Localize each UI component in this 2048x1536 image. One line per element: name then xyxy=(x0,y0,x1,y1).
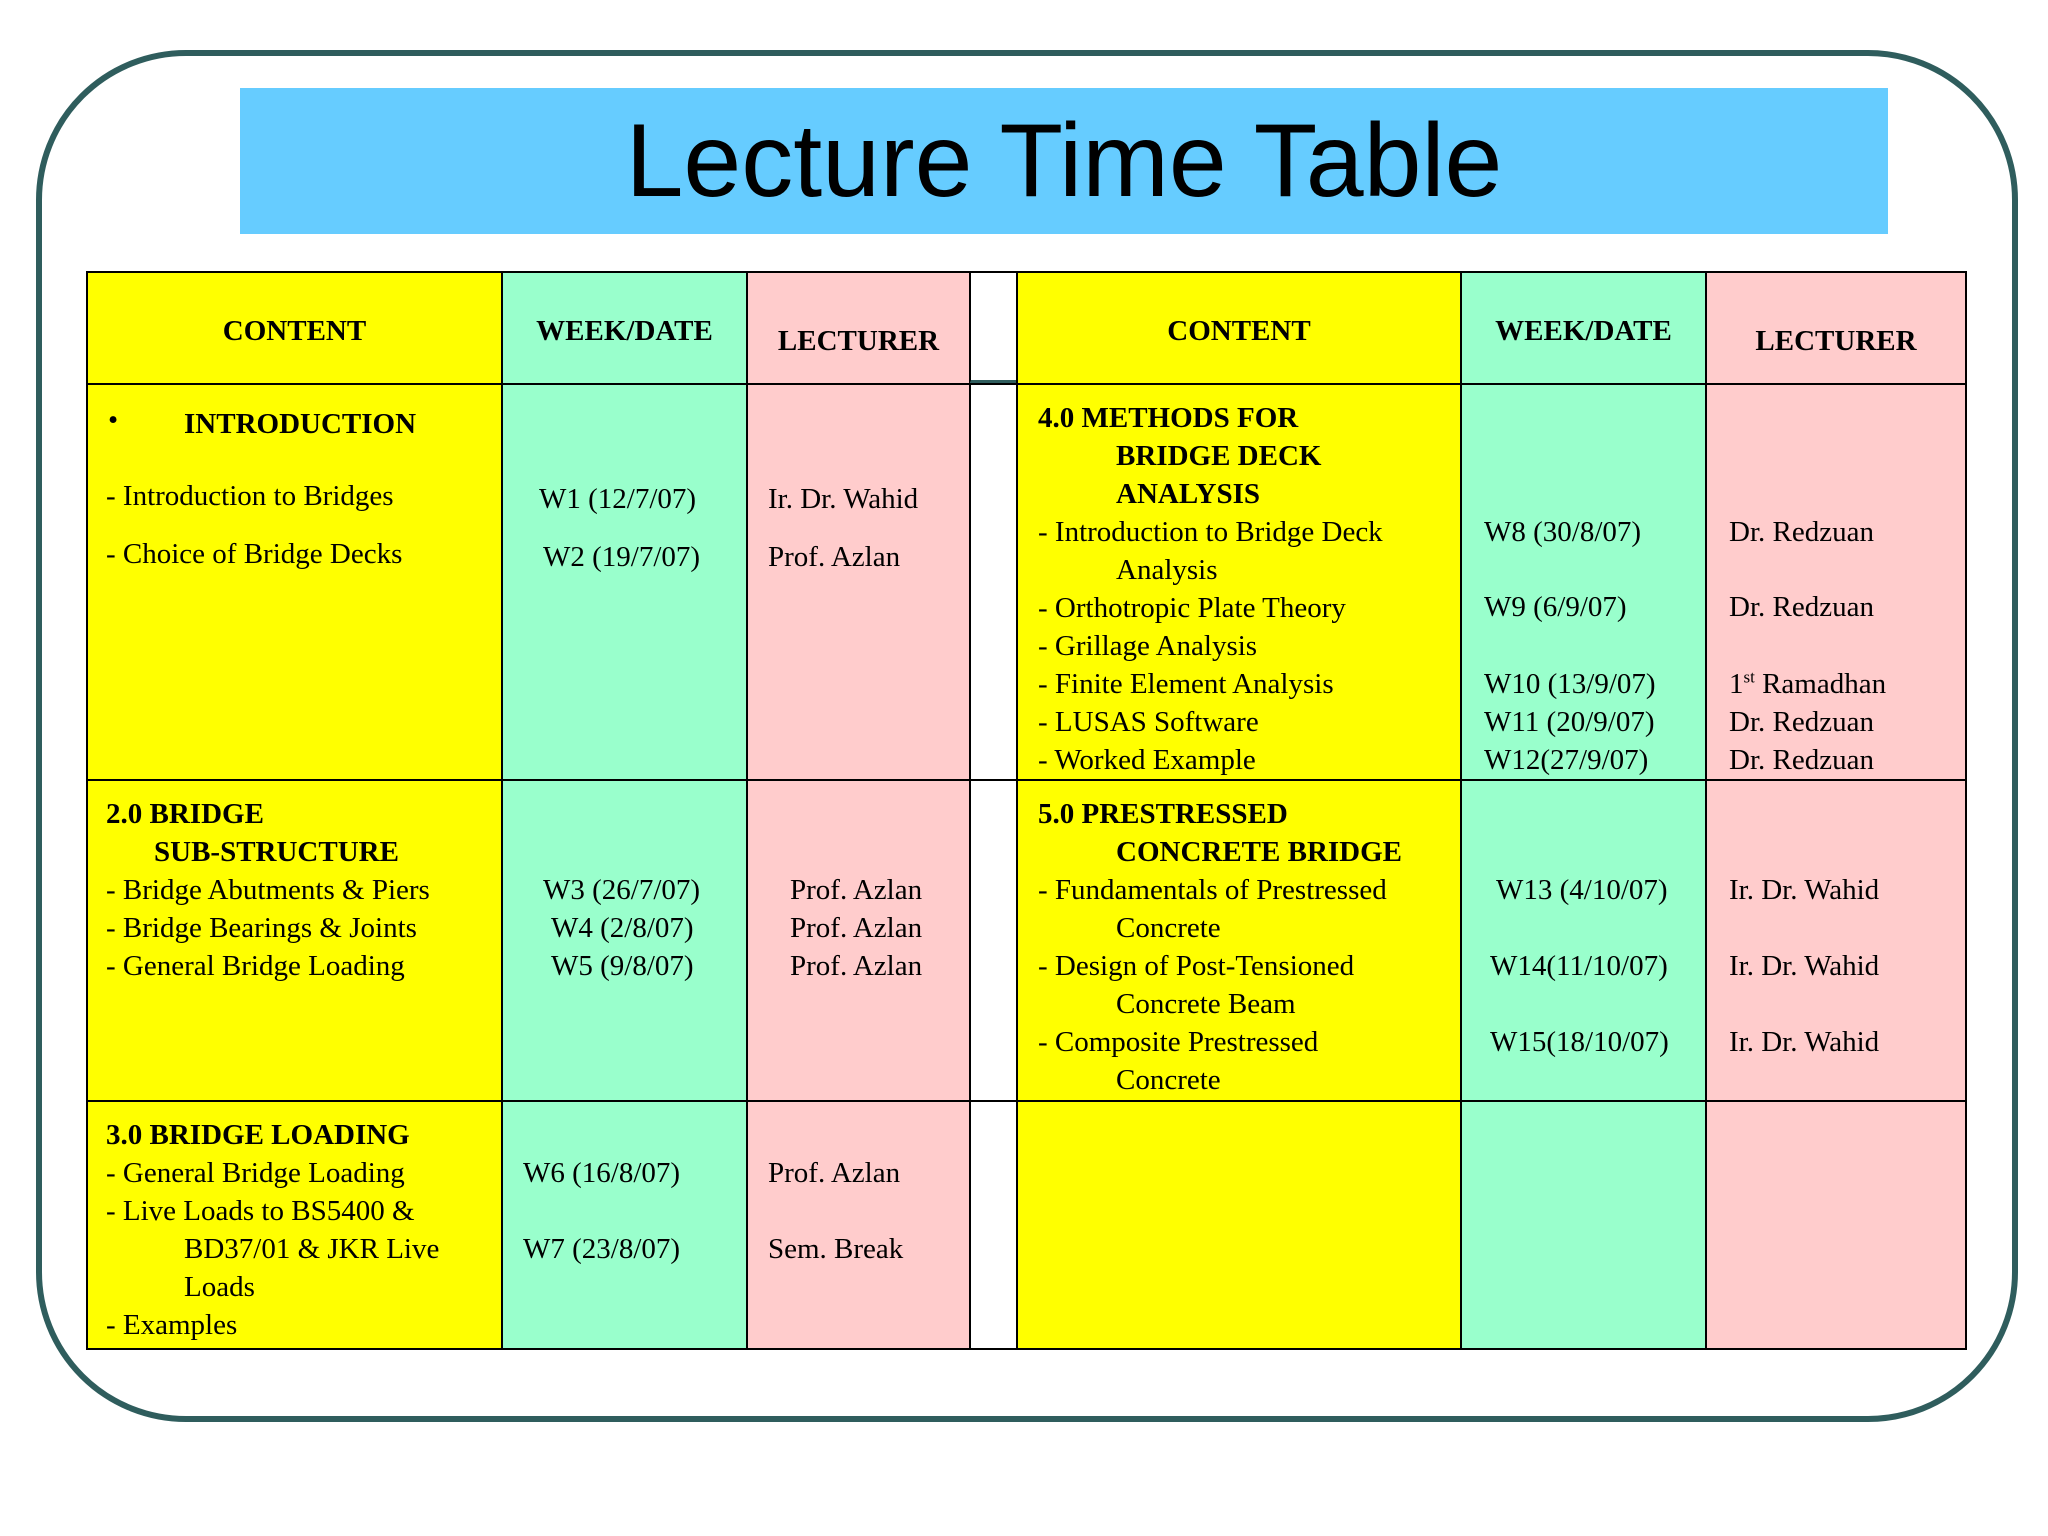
section-heading: SUB-STRUCTURE xyxy=(154,836,399,868)
row3-content-right xyxy=(1016,1100,1462,1350)
section-heading: INTRODUCTION xyxy=(184,408,417,440)
section-heading: BRIDGE DECK xyxy=(1116,440,1322,472)
topic-item: - Choice of Bridge Decks xyxy=(106,538,403,570)
row1-content-right xyxy=(1016,383,1462,781)
week-item: W5 (9/8/07) xyxy=(551,950,694,982)
header-content-right: CONTENT xyxy=(1016,271,1462,385)
topic-item: - Bridge Bearings & Joints xyxy=(106,912,417,944)
topic-item: - Introduction to Bridges xyxy=(106,480,394,512)
week-item: W3 (26/7/07) xyxy=(543,874,701,906)
row1-week-left xyxy=(501,383,748,781)
week-item: W13 (4/10/07) xyxy=(1496,874,1668,906)
row2-week-left xyxy=(501,779,748,1102)
lecturer-item: Ir. Dr. Wahid xyxy=(1729,1026,1880,1058)
topic-item: - Grillage Analysis xyxy=(1038,630,1258,662)
topic-item: - Worked Example xyxy=(1038,744,1256,776)
topic-item: - LUSAS Software xyxy=(1038,706,1259,738)
topic-item: Concrete xyxy=(1116,912,1221,944)
title-banner xyxy=(240,88,1888,234)
header-lecturer-right: LECTURER xyxy=(1705,271,1967,385)
row2-lecturer-left xyxy=(746,779,971,1102)
lecturer-item: Dr. Redzuan xyxy=(1729,591,1874,623)
header-content-left: CONTENT xyxy=(86,271,503,385)
row2-content-right xyxy=(1016,779,1462,1102)
lecturer-item: Dr. Redzuan xyxy=(1729,744,1874,776)
topic-item: - Bridge Abutments & Piers xyxy=(106,874,430,906)
week-item: W8 (30/8/07) xyxy=(1484,516,1642,548)
week-item: W4 (2/8/07) xyxy=(551,912,694,944)
topic-item: - Live Loads to BS5400 & xyxy=(106,1195,415,1227)
week-item: W15(18/10/07) xyxy=(1490,1026,1669,1058)
topic-item: - General Bridge Loading xyxy=(106,950,405,982)
week-item: W9 (6/9/07) xyxy=(1484,591,1627,623)
topic-item: - Introduction to Bridge Deck xyxy=(1038,516,1383,548)
week-item: W1 (12/7/07) xyxy=(539,483,697,515)
topic-item: - Orthotropic Plate Theory xyxy=(1038,592,1346,624)
page-title: Lecture Time Table xyxy=(625,103,1503,219)
topic-item: Analysis xyxy=(1116,554,1218,586)
topic-item: BD37/01 & JKR Live xyxy=(184,1233,440,1265)
row3-week-left xyxy=(501,1100,748,1350)
topic-item: - General Bridge Loading xyxy=(106,1157,405,1189)
topic-item: Concrete Beam xyxy=(1116,988,1296,1020)
row2-content-left xyxy=(86,779,503,1102)
row3-spacer xyxy=(969,1100,1018,1350)
lecturer-item: Ir. Dr. Wahid xyxy=(1729,950,1880,982)
row3-lecturer-left xyxy=(746,1100,971,1350)
topic-item: - Design of Post-Tensioned xyxy=(1038,950,1355,982)
row3-week-right xyxy=(1460,1100,1707,1350)
week-item: W2 (19/7/07) xyxy=(543,541,701,573)
lecturer-item: Ir. Dr. Wahid xyxy=(768,483,919,515)
section-heading: ANALYSIS xyxy=(1116,478,1260,510)
lecturer-item: Prof. Azlan xyxy=(768,1157,901,1189)
lecturer-item: Prof. Azlan xyxy=(790,874,923,906)
topic-item: - Examples xyxy=(106,1309,238,1341)
lecturer-item: Dr. Redzuan xyxy=(1729,516,1874,548)
section-heading: 3.0 BRIDGE LOADING xyxy=(106,1119,410,1151)
row1-content-left xyxy=(86,383,503,781)
week-item: W7 (23/8/07) xyxy=(523,1233,681,1265)
topic-item: - Fundamentals of Prestressed xyxy=(1038,874,1387,906)
lecturer-item: Prof. Azlan xyxy=(790,912,923,944)
row2-lecturer-right xyxy=(1705,779,1967,1102)
lecturer-item: Sem. Break xyxy=(768,1233,904,1265)
week-item: W12(27/9/07) xyxy=(1484,744,1649,776)
header-week-right: WEEK/DATE xyxy=(1460,271,1707,385)
section-heading: 5.0 PRESTRESSED xyxy=(1038,798,1288,830)
lecturer-item: Prof. Azlan xyxy=(768,541,901,573)
header-spacer xyxy=(969,271,1018,385)
row3-lecturer-right xyxy=(1705,1100,1967,1350)
row2-spacer xyxy=(969,779,1018,1102)
row1-lecturer-left xyxy=(746,383,971,781)
lecturer-item: Prof. Azlan xyxy=(790,950,923,982)
lecturer-item: Dr. Redzuan xyxy=(1729,706,1874,738)
row2-week-right xyxy=(1460,779,1707,1102)
week-item: W14(11/10/07) xyxy=(1490,950,1668,982)
topic-item: - Finite Element Analysis xyxy=(1038,668,1334,700)
week-item: W11 (20/9/07) xyxy=(1484,706,1655,738)
section-heading: 4.0 METHODS FOR xyxy=(1038,402,1299,434)
topic-item: - Composite Prestressed xyxy=(1038,1026,1319,1058)
section-heading: 2.0 BRIDGE xyxy=(106,798,264,830)
week-item: W6 (16/8/07) xyxy=(523,1157,681,1189)
row3-content-left xyxy=(86,1100,503,1350)
bullet: • xyxy=(108,404,119,436)
row1-lecturer-right xyxy=(1705,383,1967,781)
section-heading: CONCRETE BRIDGE xyxy=(1116,836,1403,868)
topic-item: Concrete xyxy=(1116,1064,1221,1096)
lecturer-item: 1st Ramadhan xyxy=(1729,667,1887,700)
topic-item: Loads xyxy=(184,1271,255,1303)
row1-spacer xyxy=(969,383,1018,781)
header-lecturer-left: LECTURER xyxy=(746,271,971,385)
header-week-left: WEEK/DATE xyxy=(501,271,748,385)
week-item: W10 (13/9/07) xyxy=(1484,668,1656,700)
row1-week-right xyxy=(1460,383,1707,781)
lecturer-item: Ir. Dr. Wahid xyxy=(1729,874,1880,906)
